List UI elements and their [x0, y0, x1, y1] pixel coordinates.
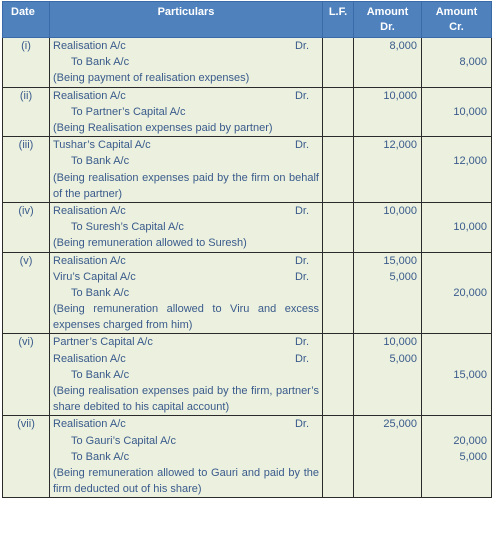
entry-date: (vi): [3, 334, 50, 416]
debit-mark: Dr.: [294, 89, 309, 102]
debit-amount: 15,000: [383, 254, 417, 267]
narration: (Being realisation expenses paid by the firm, partner’s share debited to his capital account): [53, 385, 319, 414]
entry-date: (iii): [3, 137, 50, 203]
debit-amount: [357, 433, 417, 449]
entry-lf: [323, 137, 354, 203]
account-name: Realisation A/c: [53, 204, 126, 217]
header-lf: L.F.: [323, 2, 354, 38]
credit-amount: [425, 351, 487, 367]
entry-amount-cr: [422, 416, 492, 498]
debit-mark: [309, 433, 319, 449]
particulars-line: [53, 334, 319, 350]
journal-entry-row: [3, 38, 492, 88]
debit-amount: 12,000: [383, 139, 417, 152]
entry-amount-cr: [422, 87, 492, 137]
debit-mark: Dr.: [294, 254, 309, 267]
particulars-line: [53, 351, 319, 367]
credit-amount: [425, 253, 487, 269]
narration: (Being remuneration allowed to Suresh): [53, 237, 247, 250]
particulars-line: [53, 104, 319, 120]
debit-mark: [309, 449, 319, 465]
particulars-line: [53, 88, 319, 104]
credit-amount: [425, 269, 487, 285]
particulars-line: [53, 137, 319, 153]
account-name: To Bank A/c: [71, 368, 130, 381]
debit-mark: Dr.: [294, 139, 309, 152]
debit-amount: 10,000: [383, 204, 417, 217]
account-name: To Bank A/c: [71, 286, 130, 299]
credit-amount: [425, 88, 487, 104]
journal-entry-row: [3, 202, 492, 252]
entry-amount-dr: [354, 252, 422, 334]
debit-mark: [309, 367, 319, 383]
credit-amount: [425, 203, 487, 219]
debit-mark: [309, 153, 319, 169]
account-name: To Bank A/c: [71, 450, 130, 463]
entry-date: (iv): [3, 202, 50, 252]
entry-lf: [323, 252, 354, 334]
credit-amount: 12,000: [453, 155, 487, 168]
journal-entry-row: [3, 87, 492, 137]
particulars-line: [53, 219, 319, 235]
entry-date: (vii): [3, 416, 50, 498]
debit-amount: [357, 367, 417, 383]
account-name: To Bank A/c: [71, 155, 130, 168]
journal-entry-row: [3, 252, 492, 334]
debit-mark: Dr.: [294, 270, 309, 283]
account-name: To Gauri’s Capital A/c: [71, 434, 176, 447]
credit-amount: 10,000: [453, 105, 487, 118]
entry-date: (i): [3, 38, 50, 88]
entry-amount-dr: [354, 38, 422, 88]
credit-amount: 5,000: [459, 450, 487, 463]
narration: (Being remuneration allowed to Viru and excess expenses charged from him): [53, 303, 319, 332]
debit-mark: Dr.: [294, 40, 309, 52]
particulars-line: [53, 433, 319, 449]
journal-entry-row: [3, 334, 492, 416]
entry-amount-dr: [354, 137, 422, 203]
entry-particulars: [50, 202, 323, 252]
narration: (Being realisation expenses paid by the firm on behalf of the partner): [53, 171, 319, 200]
debit-amount: 5,000: [389, 270, 417, 283]
entry-amount-cr: [422, 202, 492, 252]
entry-particulars: [50, 87, 323, 137]
debit-mark: Dr.: [294, 352, 309, 365]
account-name: Viru’s Capital A/c: [53, 270, 136, 283]
particulars-line: [53, 203, 319, 219]
debit-amount: 25,000: [383, 418, 417, 431]
entry-particulars: [50, 38, 323, 88]
entry-amount-cr: [422, 38, 492, 88]
credit-amount: 8,000: [459, 56, 487, 69]
debit-amount: [357, 449, 417, 465]
header-date: Date: [3, 2, 50, 38]
particulars-line: [53, 367, 319, 383]
narration: (Being remuneration allowed to Gauri and paid by the firm deducted out of his share): [53, 467, 319, 496]
entry-date: (ii): [3, 87, 50, 137]
particulars-line: [53, 54, 319, 70]
entry-lf: [323, 38, 354, 88]
debit-mark: [309, 285, 319, 301]
journal-entry-row: [3, 137, 492, 203]
header-amount-dr-line1: Amount: [366, 6, 409, 18]
account-name: To Bank A/c: [71, 56, 130, 69]
debit-amount: 10,000: [383, 336, 417, 349]
credit-amount: 15,000: [453, 368, 487, 381]
debit-amount: [357, 219, 417, 235]
credit-amount: [425, 416, 487, 432]
debit-amount: 8,000: [389, 40, 417, 52]
entry-particulars: [50, 334, 323, 416]
entry-lf: [323, 87, 354, 137]
debit-amount: [357, 54, 417, 70]
entry-amount-cr: [422, 334, 492, 416]
credit-amount: [425, 38, 487, 54]
particulars-line: [53, 416, 319, 432]
entry-particulars: [50, 416, 323, 498]
debit-amount: [357, 104, 417, 120]
account-name: Tushar’s Capital A/c: [53, 139, 151, 152]
entry-particulars: [50, 252, 323, 334]
table-body: [3, 38, 492, 498]
header-amount-dr: [354, 2, 422, 38]
particulars-line: [53, 449, 319, 465]
entry-date: (v): [3, 252, 50, 334]
particulars-line: [53, 38, 319, 54]
credit-amount: [425, 137, 487, 153]
header-amount-cr-line1: Amount: [435, 6, 478, 18]
narration: (Being Realisation expenses paid by partner): [53, 121, 273, 134]
entry-amount-dr: [354, 416, 422, 498]
entry-particulars: [50, 137, 323, 203]
particulars-line: [53, 253, 319, 269]
journal-table: [2, 1, 492, 498]
particulars-line: [53, 285, 319, 301]
entry-lf: [323, 202, 354, 252]
header-amount-cr: [422, 2, 492, 38]
particulars-line: [53, 153, 319, 169]
credit-amount: 20,000: [453, 434, 487, 447]
entry-lf: [323, 334, 354, 416]
particulars-line: [53, 269, 319, 285]
debit-amount: 5,000: [389, 352, 417, 365]
header-particulars: Particulars: [50, 2, 323, 38]
header-amount-cr-line2: Cr.: [449, 21, 464, 33]
debit-mark: [309, 54, 319, 70]
table-header: [3, 2, 492, 38]
entry-amount-cr: [422, 252, 492, 334]
debit-mark: Dr.: [294, 418, 309, 431]
debit-amount: [357, 285, 417, 301]
account-name: Realisation A/c: [53, 352, 126, 365]
header-amount-dr-line2: Dr.: [380, 21, 395, 33]
debit-amount: [357, 153, 417, 169]
debit-mark: Dr.: [294, 336, 309, 349]
account-name: Realisation A/c: [53, 40, 126, 52]
debit-amount: 10,000: [383, 89, 417, 102]
account-name: Partner’s Capital A/c: [53, 336, 153, 349]
account-name: Realisation A/c: [53, 89, 126, 102]
entry-amount-dr: [354, 334, 422, 416]
debit-mark: [309, 219, 319, 235]
credit-amount: [425, 334, 487, 350]
entry-amount-cr: [422, 137, 492, 203]
debit-mark: Dr.: [294, 204, 309, 217]
credit-amount: 20,000: [453, 286, 487, 299]
narration: (Being payment of realisation expenses): [53, 72, 250, 85]
credit-amount: 10,000: [453, 221, 487, 234]
account-name: To Suresh’s Capital A/c: [71, 221, 184, 234]
debit-mark: [309, 104, 319, 120]
journal-entry-row: [3, 416, 492, 498]
account-name: Realisation A/c: [53, 254, 126, 267]
account-name: Realisation A/c: [53, 418, 126, 431]
account-name: To Partner’s Capital A/c: [71, 105, 186, 118]
entry-amount-dr: [354, 202, 422, 252]
entry-lf: [323, 416, 354, 498]
entry-amount-dr: [354, 87, 422, 137]
